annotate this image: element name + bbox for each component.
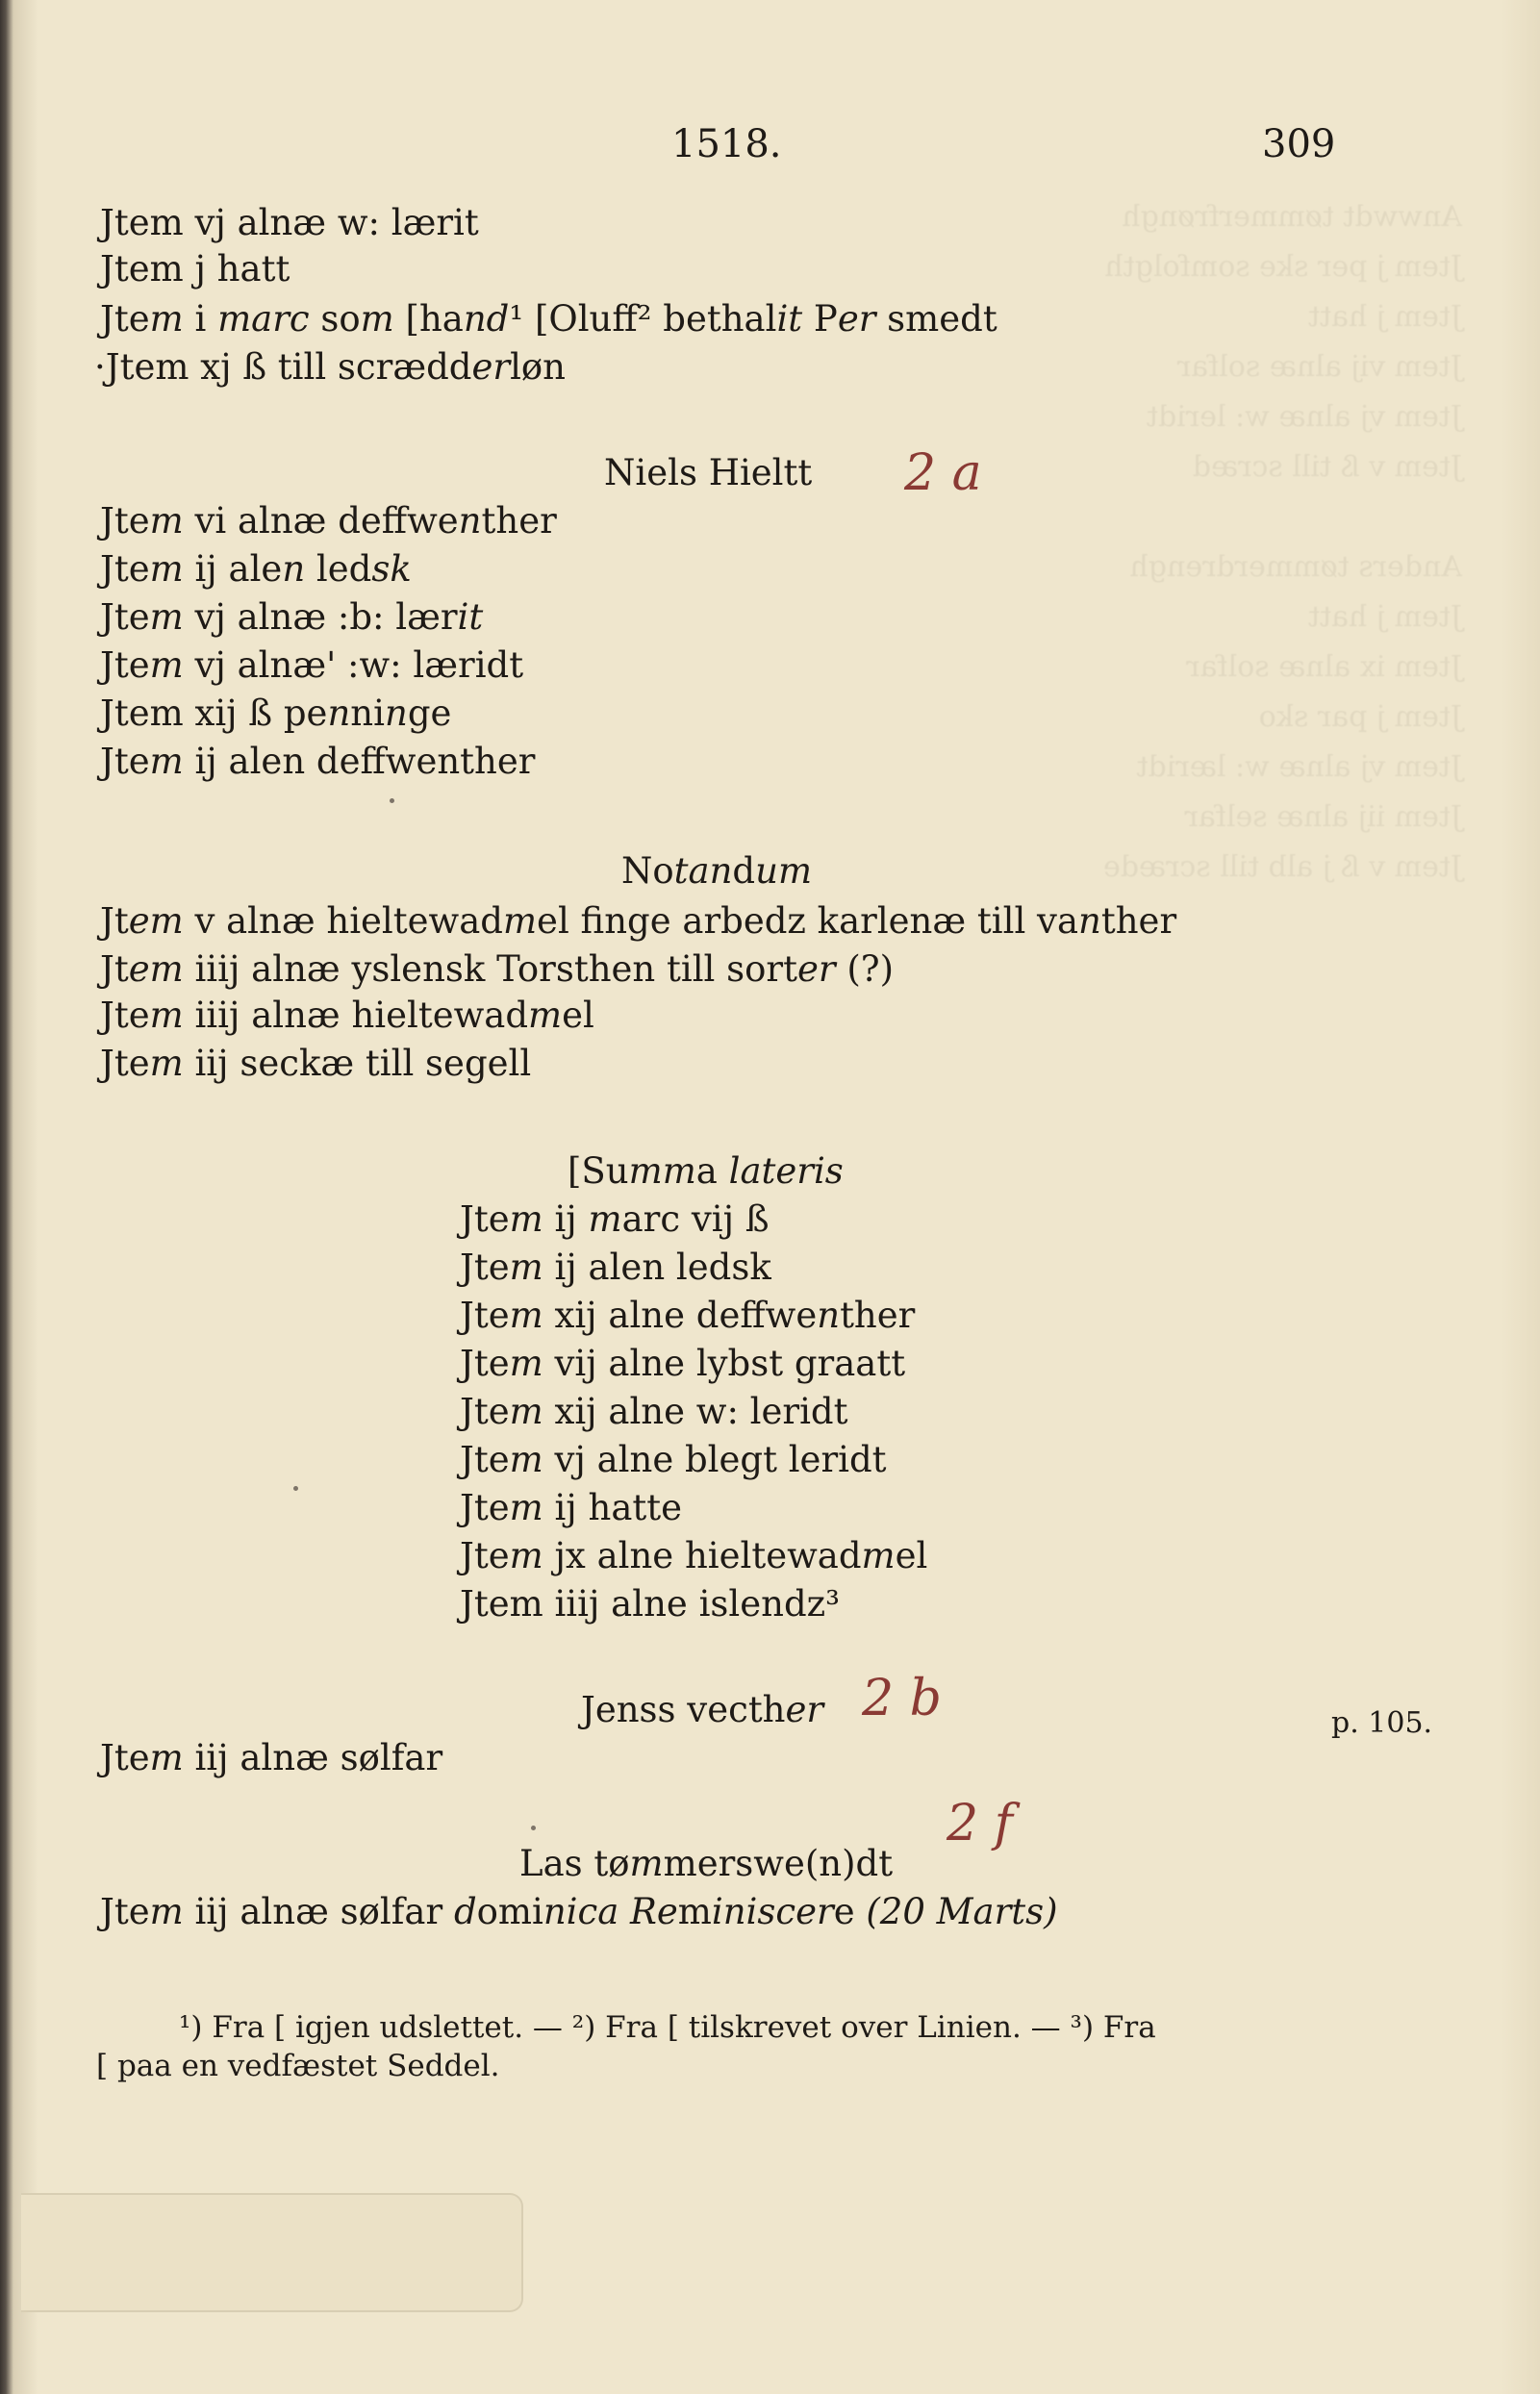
page-edge-tab	[21, 2193, 523, 2312]
text-line: Jtem i marc som [hand¹ [Oluff² bethalit Per smedt	[100, 298, 997, 340]
text-line: Jtem vj alnæ' :w: læridt	[100, 644, 524, 686]
text-line: Jtem iij alnæ sølfar	[100, 1737, 443, 1778]
section-heading-las: Las tømmerswe(n)dt	[519, 1843, 894, 1884]
ink-speck	[531, 1826, 536, 1830]
text-line: Jtem xij ß penninge	[100, 693, 452, 734]
text-line: Jtem ij marc vij ß	[460, 1198, 770, 1240]
text-line: Jtem iiij alnæ hieltewadmel	[100, 995, 594, 1036]
section-heading-jenss: Jenss vecther	[581, 1689, 824, 1730]
text-line: Jtem iij alnæ sølfar dominica Reminiscere (20 Marts)	[100, 1891, 1058, 1932]
footnote-line: ¹) Fra [ igjen udslettet. — ²) Fra [ tilskrevet over Linien. — ³) Fra	[179, 2010, 1156, 2045]
text-line: Jtem ij alen ledsk	[460, 1247, 771, 1288]
text-line: Jtem jx alne hieltewadmel	[460, 1535, 928, 1576]
text-line: Jtem vj alne blegt leridt	[460, 1439, 887, 1480]
bleed-through-texture: Anwwdt tømmerfrøngh Jtem j per ske somfolgth Jtem j hatt Jtem vij alnæ solfar Jtem vj alnæ w: leridt Jtem v ß till scræd Anders tømmerdrengh Jtem j hatt Jtem ix alnæ solfar Jtem j par sko Jtem vj alnæ w: læridt Jtem iij alnæ selfar Jtem v ß j alb till scræde	[1102, 200, 1462, 884]
text-line: Jtem xij alne w: leridt	[460, 1391, 848, 1432]
text-line: Jtem iiij alnæ yslensk Torsthen till sorter (?)	[100, 948, 895, 990]
text-line: Jtem iiij alne islendz³	[460, 1583, 840, 1625]
text-line: Jtem ij alen ledsk	[100, 548, 412, 590]
ink-speck	[390, 798, 394, 803]
section-heading-niels: Niels Hieltt	[604, 452, 813, 493]
handwritten-annotation: 2 b	[862, 1670, 942, 1727]
text-line: Jtem vj alnæ :b: lærit	[100, 596, 484, 638]
text-line: Jtem j hatt	[100, 248, 290, 290]
page-year: 1518.	[671, 122, 782, 166]
handwritten-annotation: 2 a	[904, 444, 982, 502]
section-heading-notandum: Notandum	[621, 850, 813, 892]
text-line: Jtem vi alnæ deffwenther	[100, 500, 557, 542]
section-heading-summa: [Summa lateris	[568, 1150, 844, 1192]
ink-speck	[293, 1486, 298, 1491]
text-line: Jtem vij alne lybst graatt	[460, 1343, 906, 1384]
text-line: Jtem xij alne deffwenther	[460, 1295, 916, 1336]
margin-page-reference: p. 105.	[1331, 1706, 1433, 1740]
footnote-line: [ paa en vedfæstet Seddel.	[96, 2049, 500, 2083]
handwritten-annotation: 2 f	[947, 1795, 1013, 1852]
text-line: ·Jtem xj ß till scrædderløn	[94, 346, 567, 388]
text-line: Jtem ij hatte	[460, 1487, 683, 1528]
text-line: Jtem v alnæ hieltewadmel finge arbedz karlenæ till vanther	[100, 900, 1177, 942]
text-line: Jtem iij seckæ till segell	[100, 1043, 532, 1084]
text-line: Jtem ij alen deffwenther	[100, 741, 536, 782]
text-line: Jtem vj alnæ w: lærit	[100, 202, 479, 243]
page-number: 309	[1262, 122, 1336, 166]
